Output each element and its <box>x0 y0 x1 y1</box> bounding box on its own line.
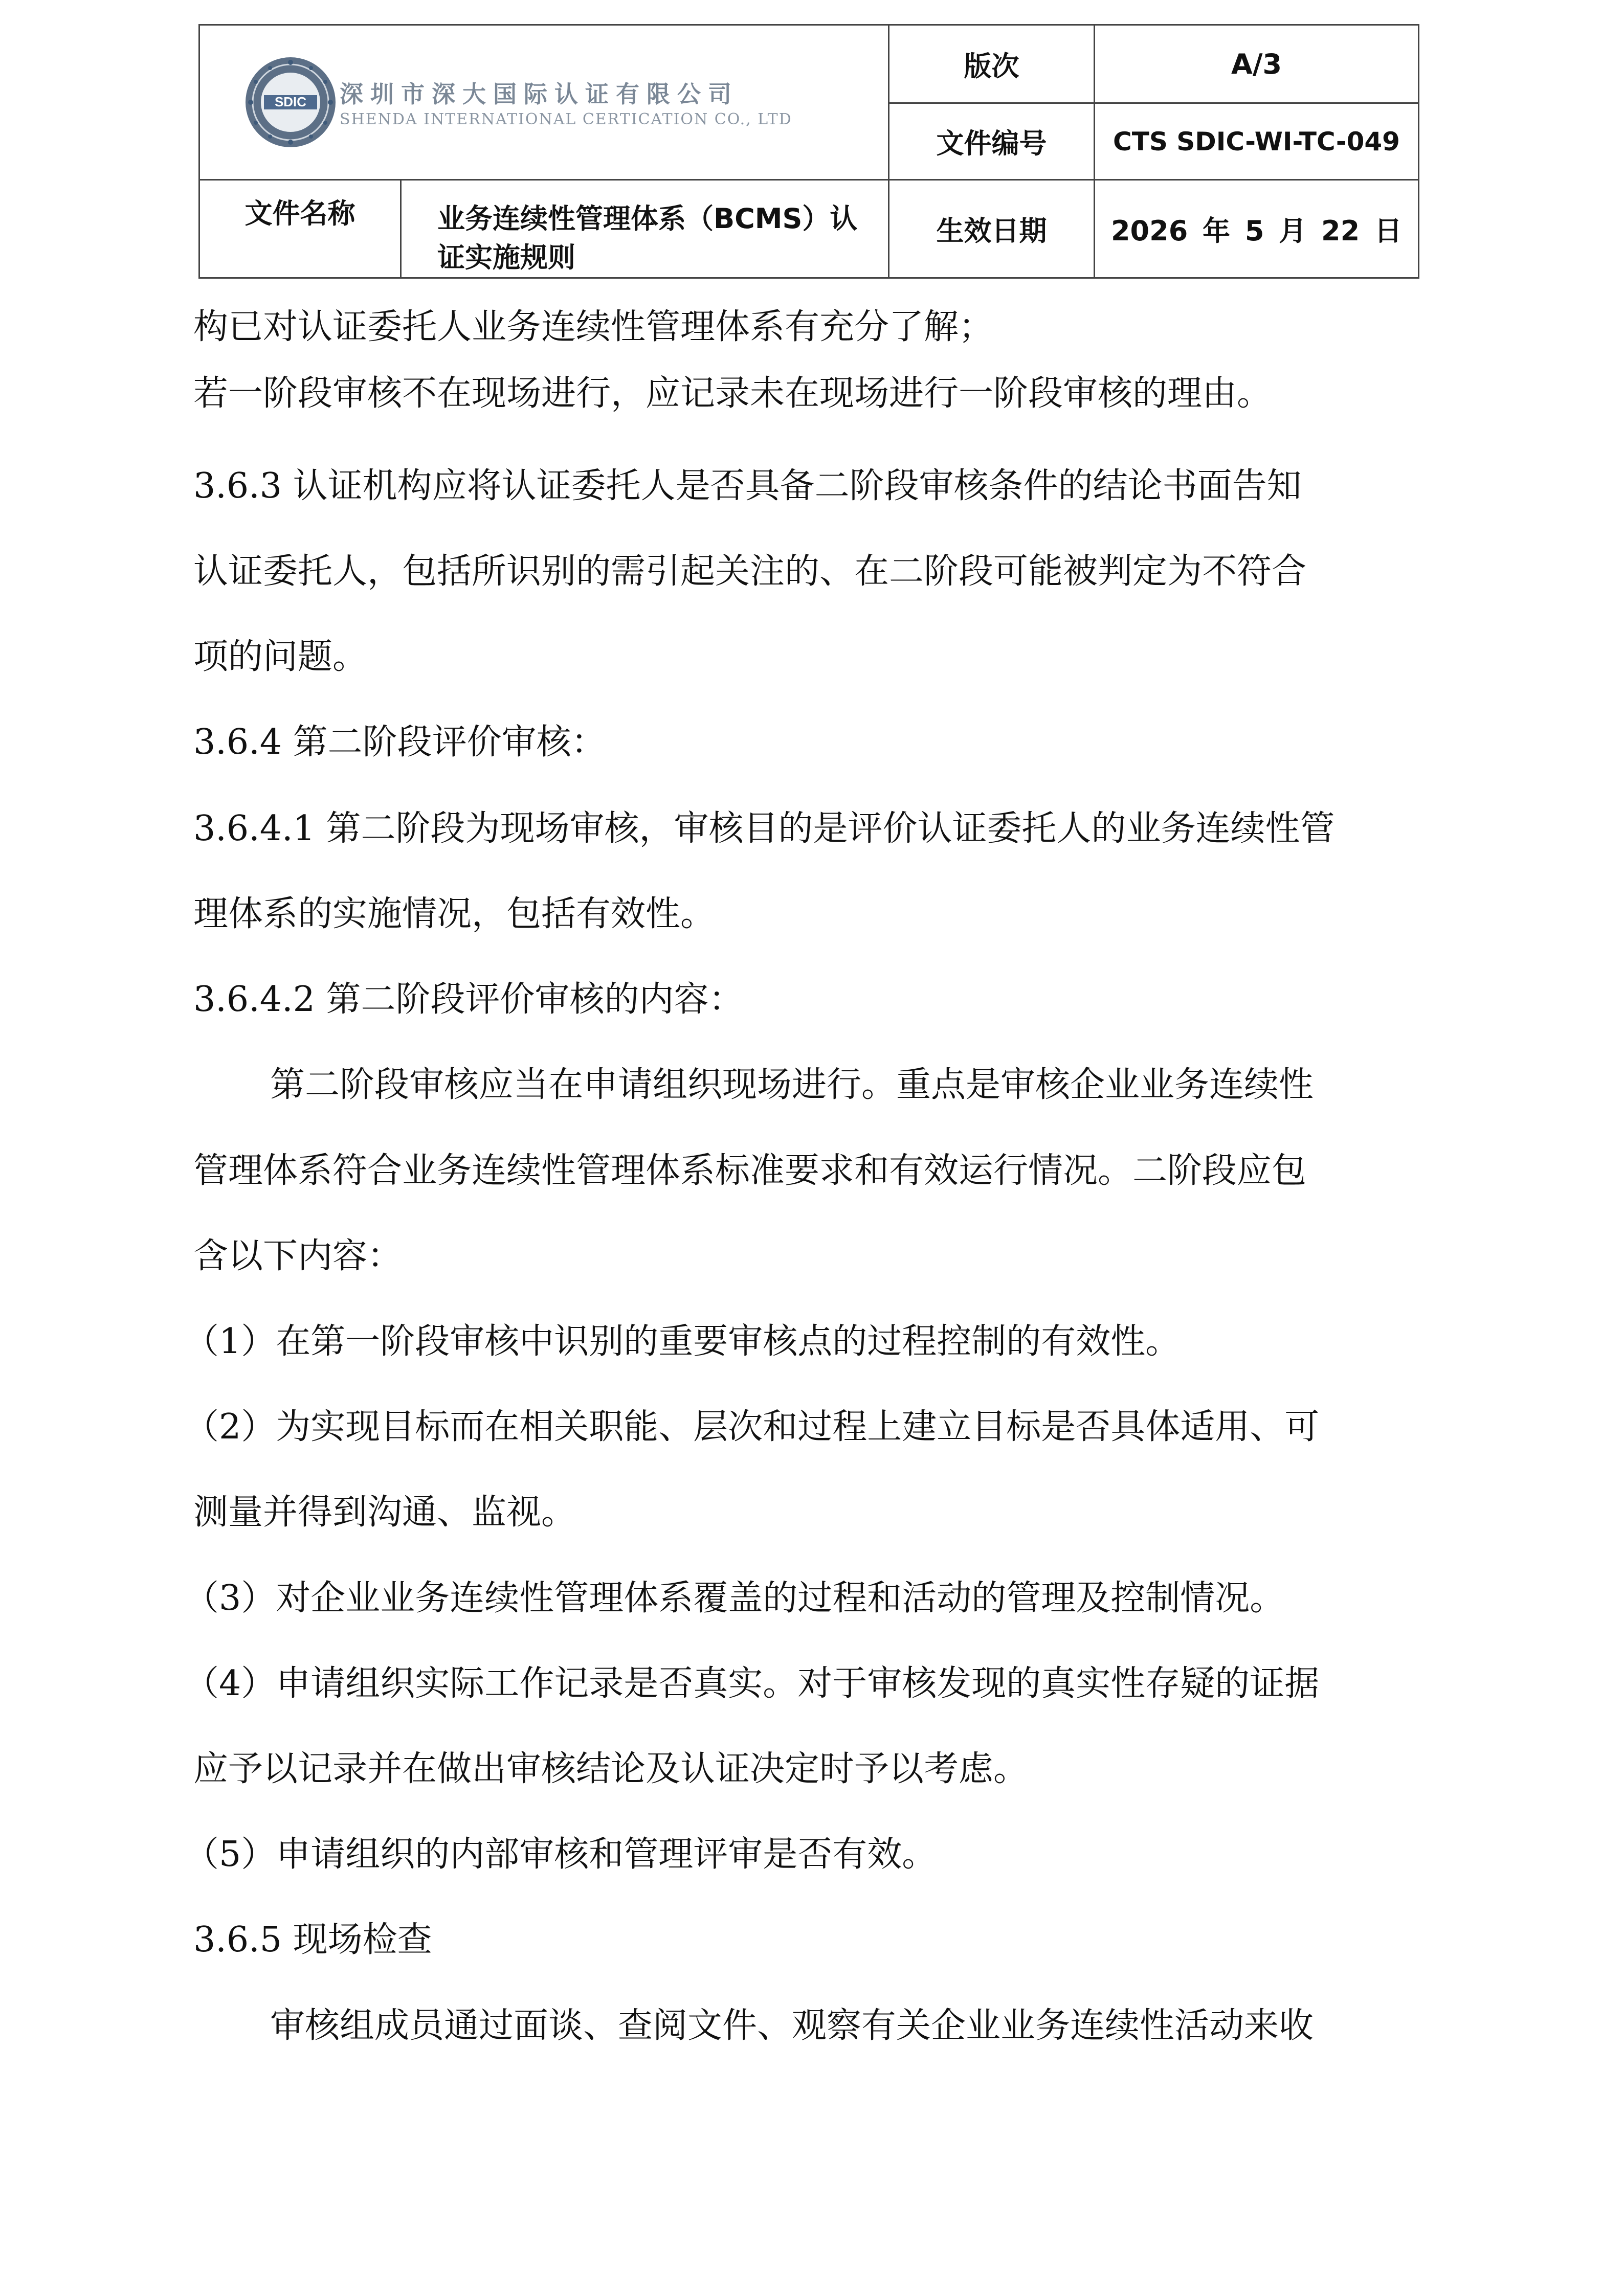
divider <box>400 179 402 277</box>
body-line: （3）对企业业务连续性管理体系覆盖的过程和活动的管理及控制情况。 <box>184 1578 1285 1618</box>
body-line: 若一阶段审核不在现场进行，应记录未在现场进行一阶段审核的理由。 <box>193 373 1272 414</box>
docno-label: 文件编号 <box>936 127 1047 160</box>
seal-text: SDIC <box>274 94 307 109</box>
body-line: 应予以记录并在做出审核结论及认证决定时予以考虑。 <box>193 1749 1029 1789</box>
body-line: 测量并得到沟通、监视。 <box>193 1492 576 1533</box>
effective-label: 生效日期 <box>936 215 1047 247</box>
effective-value: 2026 年 5 月 22 日 <box>1110 215 1402 247</box>
body-line: 审核组成员通过面谈、查阅文件、观察有关企业业务连续性活动来收 <box>270 2006 1314 2046</box>
body-line: 认证委托人，包括所识别的需引起关注的、在二阶段可能被判定为不符合 <box>193 551 1307 592</box>
docname-value: 业务连续性管理体系（BCMS）认证实施规则 <box>437 202 858 274</box>
body-line: 第二阶段审核应当在申请组织现场进行。重点是审核企业业务连续性 <box>270 1065 1314 1105</box>
docname-label: 文件名称 <box>244 197 355 230</box>
header-table <box>198 24 1419 279</box>
docno-value: CTS SDIC-WI-TC-049 <box>1113 126 1400 156</box>
company-logo <box>243 55 939 173</box>
body-line: （5）申请组织的内部审核和管理评审是否有效。 <box>184 1834 937 1875</box>
body-line: （1）在第一阶段审核中识别的重要审核点的过程控制的有效性。 <box>184 1321 1181 1362</box>
body-line: 理体系的实施情况，包括有效性。 <box>193 894 716 934</box>
body-line: 3.6.4 第二阶段评价审核： <box>193 722 606 762</box>
company-name-en: SHENDA INTERNATIONAL CERTICATION CO., LTD <box>340 110 792 128</box>
body-line: 3.6.4.2 第二阶段评价审核的内容： <box>193 979 744 1020</box>
body-line: 3.6.4.1 第二阶段为现场审核，审核目的是评价认证委托人的业务连续性管 <box>193 808 1335 849</box>
company-seal-icon <box>243 55 338 149</box>
body-line: 项的问题。 <box>193 637 368 677</box>
body-line: 含以下内容： <box>193 1236 403 1276</box>
body-line: （2）为实现目标而在相关职能、层次和过程上建立目标是否具体适用、可 <box>184 1407 1320 1447</box>
body-line: 构已对认证委托人业务连续性管理体系有充分了解； <box>193 307 994 347</box>
company-name-cn: 深圳市深大国际认证有限公司 <box>340 80 739 108</box>
body-line: 管理体系符合业务连续性管理体系标准要求和有效运行情况。二阶段应包 <box>193 1151 1307 1191</box>
body-line: 3.6.5 现场检查 <box>193 1920 432 1960</box>
version-label: 版次 <box>964 50 1019 82</box>
body-line: （4）申请组织实际工作记录是否真实。对于审核发现的真实性存疑的证据 <box>184 1663 1320 1704</box>
version-value: A/3 <box>1231 48 1282 80</box>
body-line: 3.6.3 认证机构应将认证委托人是否具备二阶段审核条件的结论书面告知 <box>193 466 1302 506</box>
